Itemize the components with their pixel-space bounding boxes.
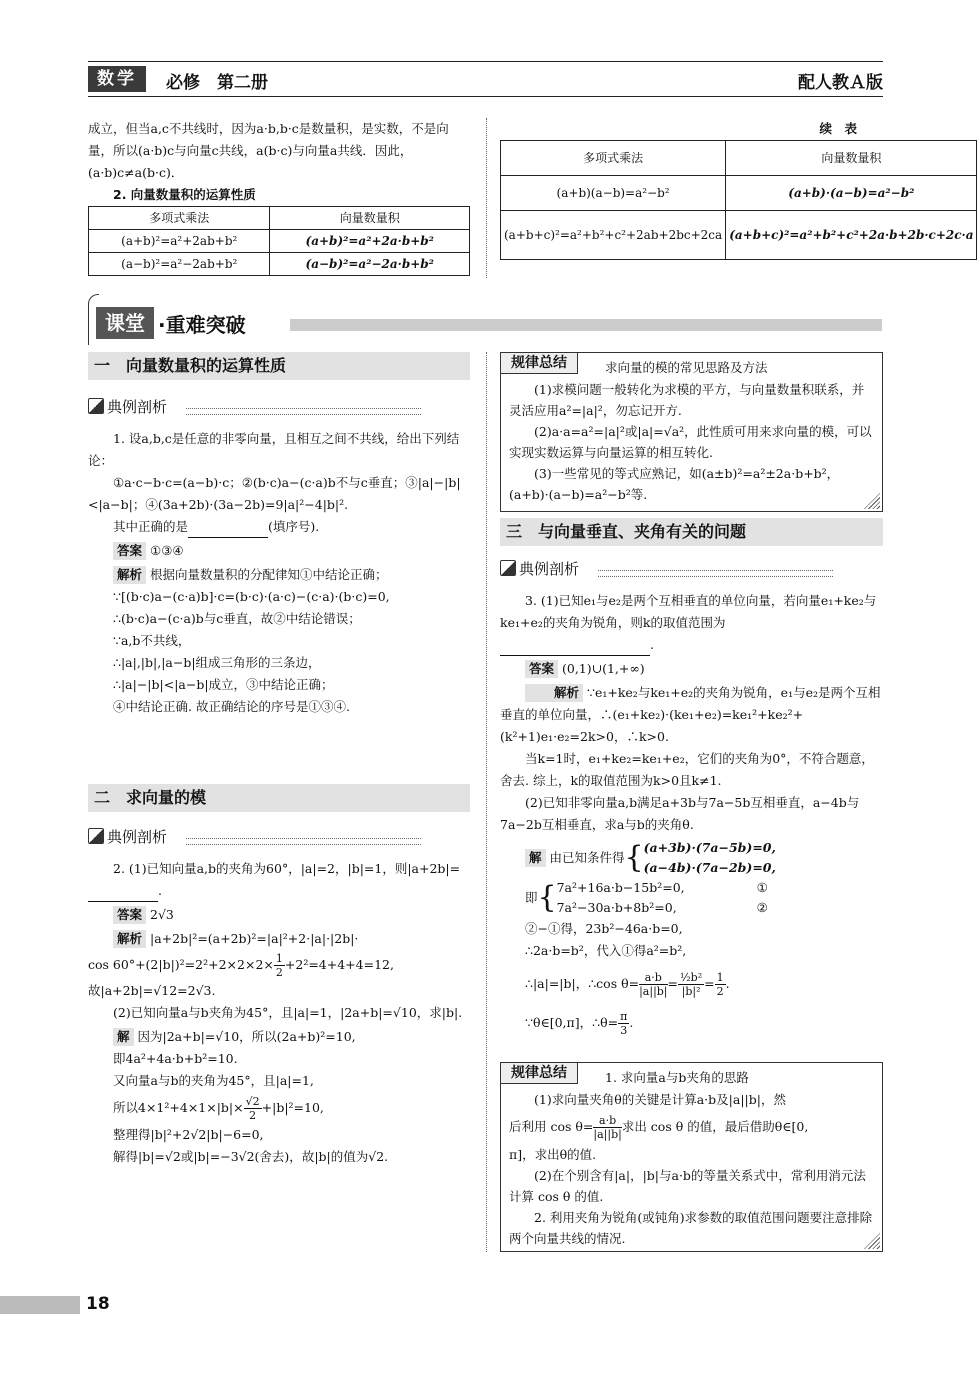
question-text: 2. (1)已知向量a,b的夹角为60°，|a|=2，|b|=1，则|a+2b|= (113, 861, 461, 876)
rule-title: 求向量的模的常见思路及方法 (605, 360, 768, 375)
continued-table (500, 140, 977, 260)
rule-line: (2)在个别含有|a|，|b|与a·b的等量关系式中，常利用消元法计算 cos θ 的值. (509, 1168, 866, 1204)
analysis-line: ∵e₁+ke₂与ke₁+e₂的夹角为锐角，e₁与e₂是两个互相垂直的单位向量，∴(e₁+ke₂)·(ke₁+e₂)=ke₁²+ke₂²+(k²+1)e₁·e₂=2k>0，∴k>0. (500, 685, 881, 744)
column-divider (486, 352, 487, 1252)
analysis-line: +2²=4+4+4=12, (284, 957, 394, 972)
book-title: 必修 第二册 (166, 73, 268, 93)
answer-tag: 答案 (525, 660, 558, 678)
rule-title: 1. 求向量a与b夹角的思路 (605, 1070, 749, 1085)
system-2 (500, 878, 883, 918)
banner-bar (290, 319, 882, 331)
solution-line: ②−①得，23b²−46a·b=0, (525, 921, 683, 936)
table-cell: (a+b+c)²=a²+b²+c²+2ab+2bc+2ca (501, 211, 726, 260)
subheading-rule (186, 838, 421, 845)
question-2-1: 2. (1)已知向量a,b的夹角为60°，|a|=2，|b|=1，则|a+2b|=. (88, 858, 470, 902)
table-cell: (a+b)(a−b)=a²−b² (501, 176, 726, 211)
solution-line: ∴|a|=|b|，∴cos θ= (525, 976, 640, 991)
question-2-2: (2)已知向量a与b夹角为45°，且|a|=1，|2a+b|=√10，求|b|. (113, 1005, 463, 1020)
table-row (501, 176, 977, 211)
fraction: $\frac{1}{2}$ (275, 952, 283, 979)
question-3-1: 3. (1)已知e₁与e₂是两个互相垂直的单位向量，若向量e₁+ke₂与ke₁+e₂的夹角为锐角，则k的取值范围为 (500, 593, 877, 630)
solution-line: ∵θ∈[0,π]，∴θ= (525, 1015, 619, 1030)
solution-line: 即4a²+4a·b+b²=10. (113, 1051, 238, 1066)
equation-mark: ① (756, 880, 768, 895)
header-top-rule (88, 61, 883, 62)
rule-line: 后利用 cos θ= (509, 1119, 594, 1134)
section-3-body: 3. (1)已知e₁与e₂是两个互相垂直的单位向量，若向量e₁+ke₂与ke₁+e₂的夹角为锐角，则k的取值范围为 . 答案 (0,1)∪(1,+∞) 解析 ∵e₁+ke₂与ke₁+e₂的夹角为锐角，e₁与e₂是两个互相垂直的单位向量，∴(e₁+ke₂)·(ke₁+e₂)=ke₁²+ke₂²+(k²+1)e₁·e₂=2k>0，∴k>0. 当k=1时，e₁+ke₂=ke₁+e₂，它们的夹角为0°，不符合题意，舍去. 综上，k的取值范围为k>0且k≠1. (2)已知非零向量a,b满足a+3b与7a−5b互相垂直，a−4b与7a−2b互相垂直，求a与b的夹角θ. 解 由已知条件得 { (a+3b)·(7a−5b)=0, (a−4b)·(7a−2b)=0, 即 { 7a²+16a·b−15b²=0, 7a²−30a·b+8b²=0, ① ② ②−①得，23b²−46a·b=0, ∴2a·b=b²，代入①得a²=b², ∴|a|=|b|，∴cos θ= $\frac{a\cdot b}{|a||b|}$ = $\frac{\text{½b²}}{\text{|b|²}}$ = $\frac{1}{2}$ . ∵θ∈[0,π]，∴θ= $\frac{\pi}{3}$ . (500, 590, 883, 1040)
edition-label: 配人教Ａ版 (798, 73, 883, 93)
question-3-2: (2)已知非零向量a,b满足a+3b与7a−5b互相垂直，a−4b与7a−2b互相垂直，求a与b的夹角θ. (500, 795, 860, 832)
fraction: $\frac{1}{2}$ (716, 971, 724, 998)
table-cell: (a+b)·(a−b)=a²−b² (726, 176, 977, 211)
page-number-bar (0, 1296, 80, 1314)
rule-line: (3)一些常见的等式应熟记，如(a±b)²=a²±2a·b+b²，(a+b)·(a−b)=a²−b²等. (509, 466, 840, 502)
solution-line: 又向量a与b的夹角为45°，且|a|=1, (113, 1073, 314, 1088)
answer-tag: 答案 (113, 906, 146, 924)
answer-text: (0,1)∪(1,+∞) (562, 661, 645, 676)
question-1-items: ①a·c−b·c=(a−b)·c；②(b·c)a−(c·a)b不与c垂直；③|a|−|b|<|a−b|；④(3a+2b)·(3a−2b)=9|a|²−4|b|². (88, 475, 461, 512)
table-cell: (a+b)²=a²+2a·b+b² (270, 230, 470, 253)
rule-line: (2)a·a=a²=|a|²或|a|=√a²，此性质可用来求向量的模，可以实现实数运算与向量运算的相互转化. (509, 424, 872, 460)
answer-tag: 答案 (113, 542, 146, 560)
analysis-tag: 解析 (113, 566, 146, 584)
ask-text: (填序号). (268, 519, 320, 534)
page-number: 18 (86, 1294, 110, 1314)
rule-tag: 规律总结 (500, 352, 578, 374)
equation: (a+3b)·(7a−5b)=0, (643, 840, 776, 855)
table-cell: (a−b)²=a²−2a·b+b² (270, 253, 470, 276)
rule-summary-box-1 (500, 352, 883, 512)
answer-text: ①③④ (150, 543, 184, 558)
subheading-rule (186, 408, 421, 415)
section-3-title: 三 与向量垂直、夹角有关的问题 (500, 518, 883, 546)
rule-line: π]，求出θ的值. (509, 1147, 597, 1162)
fraction: $\frac{a\cdot b}{|a||b|}$ (593, 1114, 622, 1141)
table-cell: (a+b+c)²=a²+b²+c²+2a·b+2b·c+2c·a (726, 211, 977, 260)
header-bottom-rule (88, 96, 883, 97)
property-heading: 2. 向量数量积的运算性质 (113, 187, 256, 202)
equation-mark: ② (756, 900, 768, 915)
rule-line: 求出 cos θ 的值，最后借助θ∈[0, (621, 1119, 809, 1134)
section-1-title: 一 向量数量积的运算性质 (88, 352, 470, 380)
subheading-label: 典例剖析 (519, 560, 580, 578)
table-row (89, 253, 470, 276)
solution-tag: 解 (525, 849, 546, 867)
solution-line: 所以4×1²+4×1×|b|× (113, 1100, 244, 1115)
brace: { (624, 840, 644, 875)
answer-blank (88, 901, 158, 902)
solution-line: 解得|b|=√2或|b|=−3√2(舍去)，故|b|的值为√2. (113, 1149, 389, 1164)
subheading (500, 558, 880, 580)
rule-line: (1)求模问题一般转化为求模的平方，与向量数量积联系，并灵活应用a²=|a|²，勿忘记开方. (509, 382, 865, 418)
equation: (a−4b)·(7a−2b)=0, (643, 860, 776, 875)
equation: 7a²+16a·b−15b²=0, (556, 880, 685, 895)
section-1-body (88, 428, 470, 718)
table-row (89, 230, 470, 253)
question-1: 1. 设a,b,c是任意的非零向量，且相互之间不共线，给出下列结论： (88, 431, 460, 468)
fraction: $\frac{a\cdot b}{|a||b|}$ (639, 971, 668, 998)
property-table (88, 206, 470, 276)
example-icon (88, 828, 104, 844)
table-header: 多项式乘法 (501, 141, 726, 176)
brace: { (537, 880, 557, 915)
answer-text: 2√3 (150, 907, 174, 922)
question-1-ask (88, 516, 470, 538)
table-row (501, 211, 977, 260)
analysis-line: ∴(b·c)a−(c·a)b与c垂直，故②中结论错误； (113, 611, 361, 626)
answer-blank (500, 655, 650, 656)
fraction: $\frac{\text{½b²}}{\text{|b|²}}$ (680, 971, 703, 998)
rule-line: (1)求向量夹角θ的关键是计算a·b及|a||b|，然 (534, 1092, 786, 1107)
subheading (88, 396, 468, 418)
table-cell: (a−b)²=a²−2ab+b² (89, 253, 270, 276)
analysis-line: cos 60°+(2|b|)²=2²+2×2×2× (88, 957, 274, 972)
top-right-column (500, 118, 974, 260)
analysis-line: 根据向量数量积的分配律知①中结论正确； (150, 567, 388, 582)
analysis-line: ④中结论正确. 故正确结论的序号是①③④. (113, 699, 350, 714)
subheading-label: 典例剖析 (107, 828, 168, 846)
analysis-line: ∵[(b·c)a−(c·a)b]·c=(b·c)·(a·c)−(c·a)·(b·c)=0, (113, 589, 390, 604)
banner-box: 课堂 (96, 307, 154, 339)
section-2-title: 二 求向量的模 (88, 784, 470, 812)
solution-line: ∴2a·b=b²，代入①得a²=b², (525, 943, 687, 958)
rule-tag: 规律总结 (500, 1062, 578, 1084)
analysis-tag: 解析 (113, 930, 146, 948)
column-divider (486, 118, 487, 278)
analysis-line: ∴|a|,|b|,|a−b|组成三角形的三条边， (113, 655, 321, 670)
analysis-line: 当k=1时，e₁+ke₂=ke₁+e₂，它们的夹角为0°，不符合题意，舍去. 综上，k的取值范围为k>0且k≠1. (500, 751, 874, 788)
section-2-body (88, 858, 470, 1168)
intro-paragraph: 成立，但当a,c不共线时，因为a·b,b·c是数量积，是实数，不是向量，所以(a·b)c与向量c共线，a(b·c)与向量a共线．因此，(a·b)c≠a(b·c)． (88, 121, 449, 180)
solution-line: +|b|²=10, (261, 1100, 324, 1115)
rule-line: 2. 利用夹角为锐角(或钝角)求参数的取值范围问题要注意排除两个向量共线的情况. (509, 1210, 873, 1246)
table-header: 向量数量积 (270, 207, 470, 230)
banner-title: ·重难突破 (158, 313, 246, 337)
solution-line: 由已知条件得 (549, 850, 625, 865)
analysis-line: |a+2b|²=(a+2b)²=|a|²+2·|a|·|2b|· (150, 931, 359, 946)
solution-line: 即 (525, 890, 538, 905)
ask-text: 其中正确的是 (113, 519, 189, 534)
solution-line: 因为|2a+b|=√10，所以(2a+b)²=10, (137, 1029, 356, 1044)
continued-label: 续 表 (819, 121, 857, 136)
top-left-column (88, 118, 470, 276)
analysis-tag: 解析 (525, 684, 583, 702)
rule-summary-box-2 (500, 1062, 883, 1252)
subheading (88, 826, 468, 848)
table-cell: (a+b)²=a²+2ab+b² (89, 230, 270, 253)
example-icon (88, 398, 104, 414)
subheading-label: 典例剖析 (107, 398, 168, 416)
example-icon (500, 560, 516, 576)
subject-label: 数学 (88, 66, 146, 92)
analysis-line: ∵a,b不共线， (113, 633, 191, 648)
system-1 (500, 838, 883, 878)
solution-line: 整理得|b|²+2√2|b|−6=0, (113, 1127, 264, 1142)
analysis-line: ∴|a|−|b|<|a−b|成立，③中结论正确； (113, 677, 334, 692)
table-header: 多项式乘法 (89, 207, 270, 230)
analysis-line: 故|a+2b|=√12=2√3. (88, 983, 216, 998)
equation: 7a²−30a·b+8b²=0, (556, 900, 677, 915)
solution-tag: 解 (113, 1028, 134, 1046)
fraction: $\frac{√2}{2}$ (245, 1095, 260, 1122)
table-header: 向量数量积 (726, 141, 977, 176)
subheading-rule (598, 570, 833, 577)
fraction: $\frac{\pi}{3}$ (620, 1010, 628, 1037)
answer-blank (188, 537, 268, 538)
